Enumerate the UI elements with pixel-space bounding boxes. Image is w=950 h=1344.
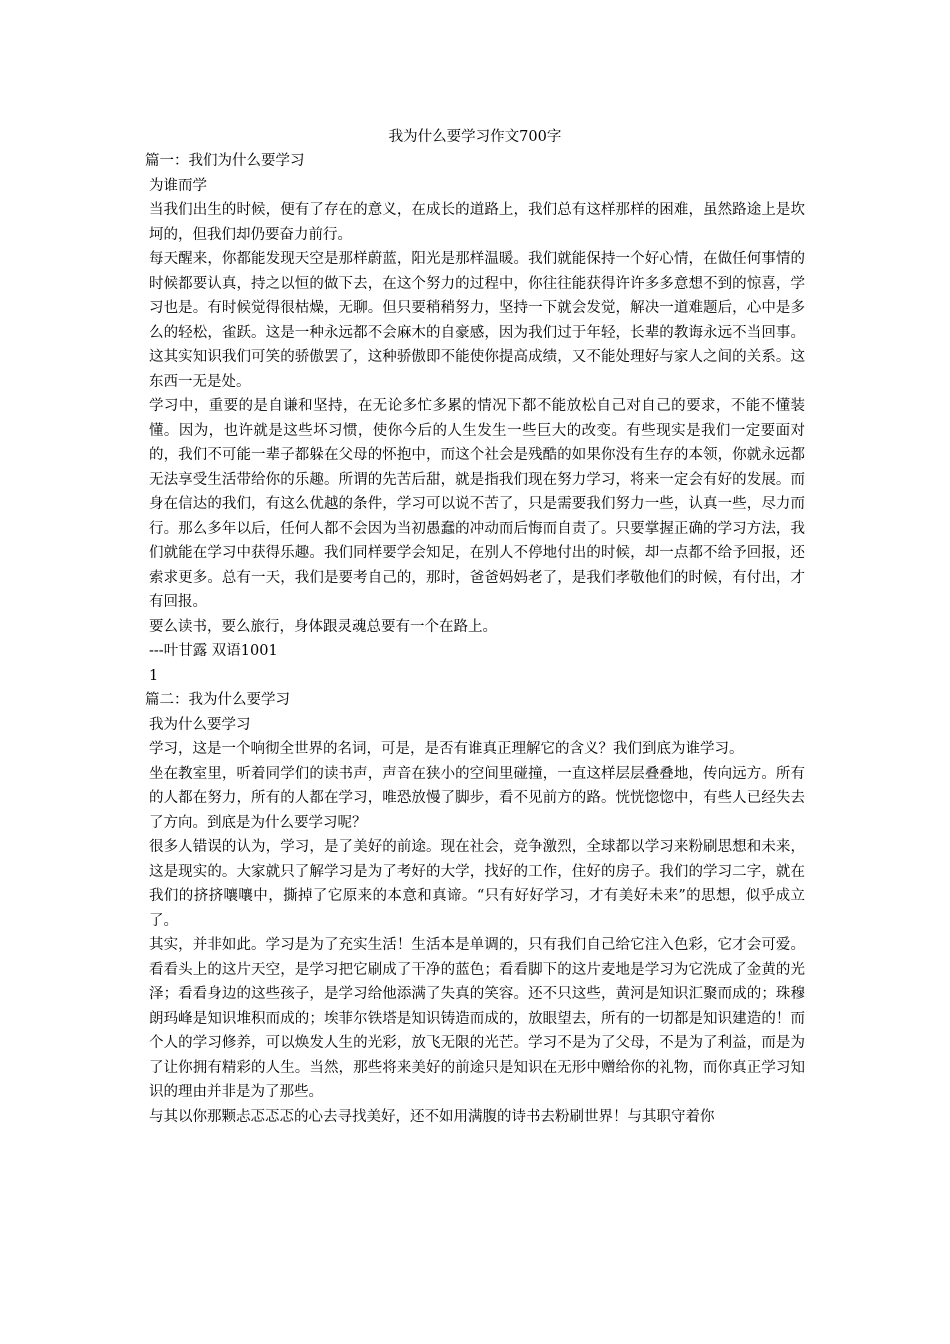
section-subtitle-2: 我为什么要学习 — [149, 716, 251, 733]
paragraph: 学习中，重要的是自谦和坚持，在无论多忙多累的情况下都不能放松自己对自己的要求，不能不懂装懂。因为，也许就是这些坏习惯，使你今后的人生发生一些巨大的改变。有些现实是我们一定要面对的，我们不可能一辈子都躲在父母的怀抱中，而这个社会是残酷的如果你没有生存的本领，你就永远都无法享受生活带给你的乐趣。所谓的先苦后甜，就是指我们现在努力学习，将来一定会有好的发展。而身在信达的我们，有这么优越的条件，学习可以说不苦了，只是需要我们努力一些，认真一些，尽力而行。那么多年以后，任何人都不会因为当初愚蠢的冲动而后悔而自责了。只要掌握正确的学习方法，我们就能在学习中获得乐趣。我们同样要学会知足，在别人不停地付出的时候，却一点都不给予回报，还索求更多。总有一天，我们是要考自己的，那时，爸爸妈妈老了，是我们孝敬他们的时候，有付出，才有回报。 — [149, 398, 805, 610]
paragraph: 当我们出生的时候，便有了存在的意义，在成长的道路上，我们总有这样那样的困难，虽然路途上是坎坷的，但我们却仍要奋力前行。 — [149, 202, 805, 243]
page-number: 1 — [149, 667, 159, 684]
paragraph: 学习，这是一个响彻全世界的名词，可是，是否有谁真正理解它的含义？我们到底为谁学习。 — [149, 741, 744, 757]
section-heading-2: 篇二：我为什么要学习 — [145, 692, 290, 708]
document-body — [145, 149, 805, 1129]
paragraph: 很多人错误的认为，学习，是了美好的前途。现在社会，竞争激烈，全球都以学习来粉刷思想和未来，这是现实的。大家就只了解学习是为了考好的大学，找好的工作，住好的房子。我们的学习二字，就在我们的挤挤嚷嚷中，撕掉了它原来的本意和真谛。“只有好好学习，才有美好未来”的思想，似乎成立了。 — [149, 839, 805, 929]
section-subtitle-1: 为谁而学 — [149, 177, 207, 194]
section-heading-1: 篇一：我们为什么要学习 — [145, 153, 305, 169]
author-signature: ---叶甘露 双语1001 — [149, 643, 278, 659]
paragraph: 其实，并非如此。学习是为了充实生活！生活本是单调的，只有我们自己给它注入色彩，它才会可爱。看看头上的这片天空，是学习把它刷成了干净的蓝色；看看脚下的这片麦地是学习为它洗成了金黄的光泽；看看身边的这些孩子，是学习给他添满了失真的笑容。还不只这些，黄河是知识汇聚而成的；珠穆朗玛峰是知识堆积而成的；埃菲尔铁塔是知识铸造而成的，放眼望去，所有的一切都是知识建造的！而个人的学习修养，可以焕发人生的光彩，放飞无限的光芒。学习不是为了父母，不是为了利益，而是为了让你拥有精彩的人生。当然，那些将来美好的前途只是知识在无形中赠给你的礼物，而你真正学习知识的理由并非是为了那些。 — [149, 937, 805, 1100]
paragraph: 坐在教室里，听着同学们的读书声，声音在狭小的空间里碰撞，一直这样层层叠叠地，传向远方。所有的人都在努力，所有的人都在学习，唯恐放慢了脚步，看不见前方的路。恍恍惚惚中，有些人已经失去了方向。到底是为什么要学习呢？ — [149, 765, 805, 831]
quote-line: 要么读书，要么旅行，身体跟灵魂总要有一个在路上。 — [149, 618, 497, 635]
paragraph: 每天醒来，你都能发现天空是那样蔚蓝，阳光是那样温暖。我们就能保持一个好心情，在做任何事情的时候都要认真，持之以恒的做下去，在这个努力的过程中，你往往能获得许许多多意想不到的惊喜，学习也是。有时候觉得很枯燥，无聊。但只要稍稍努力，坚持一下就会发觉，解决一道难题后，心中是多么的轻松，雀跃。这是一种永远都不会麻木的自豪感，因为我们过于年轻，长辈的教诲永远不当回事。这其实知识我们可笑的骄傲罢了，这种骄傲即不能使你提高成绩，又不能处理好与家人之间的关系。这东西一无是处。 — [149, 251, 805, 390]
paragraph: 与其以你那颗忐忑忑忑的心去寻找美好，还不如用满腹的诗书去粉刷世界！与其职守着你 — [149, 1108, 715, 1125]
document-title: 我为什么要学习作文700字 — [388, 129, 562, 145]
